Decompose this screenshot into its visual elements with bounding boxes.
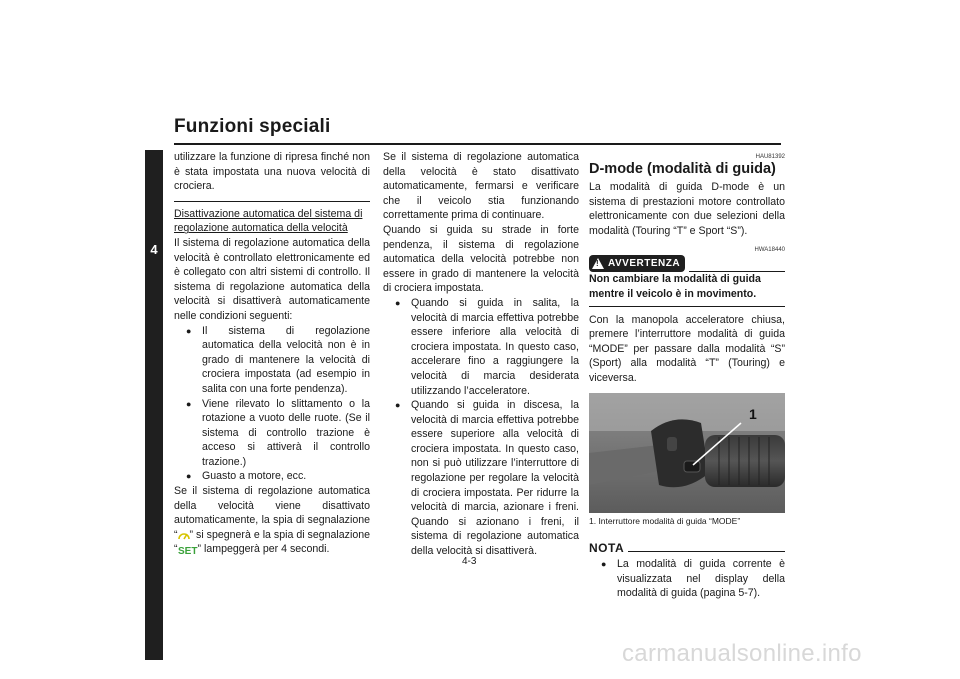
intro-paragraph: utilizzare la funzione di ripresa finché non è stata impostata una nuova velocità di crociera. bbox=[174, 151, 370, 193]
subsection-heading: Disattivazione automatica del sistema di regolazione automatica della velocità bbox=[174, 207, 363, 235]
section-divider bbox=[174, 201, 370, 202]
cruise-indicator-icon bbox=[178, 530, 190, 541]
warning-text: Non cambiare la modalità di guida mentre il veicolo è in movimento. bbox=[589, 273, 761, 300]
column-3 bbox=[589, 150, 785, 601]
bullet-icon: ● bbox=[395, 400, 401, 411]
warning-code: HWA18440 bbox=[754, 247, 785, 254]
paragraph: Quando si guida su strade in forte pendenza, il sistema di regolazione automatica della velocità potrebbe non essere in grado di mantenere la velocità di crociera impostata. bbox=[383, 223, 579, 295]
paragraph: La modalità di guida D-mode è un sistema di prestazioni motore controllato elettronicamente con due selezioni della modalità (Touring “T” e Sport “S”). bbox=[589, 181, 785, 237]
warning-badge: ! AVVERTENZA bbox=[589, 255, 685, 272]
column-1 bbox=[174, 150, 370, 557]
paragraph: Con la manopola acceleratore chiusa, premere l’interruttore modalità di guida “MODE” per passare dalla modalità “S” (Sport) alla modalità “T” (Touring) e viceversa. bbox=[589, 313, 785, 384]
note-label: NOTA bbox=[589, 540, 625, 555]
handlebar-switch-photo bbox=[589, 393, 785, 513]
chapter-tab bbox=[145, 150, 163, 660]
section-title: D-mode (modalità di guida) bbox=[589, 161, 776, 177]
watermark: carmanualsonline.info bbox=[622, 640, 862, 667]
paragraph: Il sistema di regolazione automatica della velocità è controllato elettronicamente ed è collegato con altri sistemi di controllo. Il sistema di regolazione automatica della velocità si disattiverà automaticamente nelle condizioni seguenti: bbox=[174, 236, 370, 322]
bullet-icon: ● bbox=[186, 398, 192, 409]
bullet-icon: ● bbox=[601, 559, 607, 570]
figure-callout-number: 1 bbox=[749, 405, 757, 422]
note-header bbox=[589, 541, 785, 556]
warning-end-rule bbox=[589, 306, 785, 307]
chapter-number: 4 bbox=[150, 242, 158, 257]
bullet-list bbox=[174, 324, 370, 485]
list-item: ● Guasto a motore, ecc. bbox=[186, 470, 307, 483]
list-item: ● Quando si guida in salita, la velocità di marcia effettiva potrebbe essere inferiore alla velocità di crociera impostata. In questo caso, accelerare fino a raggiungere la velocità di marcia desiderata utilizzando l’acceleratore. bbox=[395, 296, 579, 397]
svg-text:SET: SET bbox=[177, 545, 197, 555]
list-item: ● La modalità di guida corrente è visualizzata nel display della modalità di guida (pagina 5-7). bbox=[601, 558, 785, 600]
paragraph: Se il sistema di regolazione automatica della velocità è stato disattivato automaticamente, fermarsi e verificare che il veicolo stia funzionando correttamente prima di continuare. bbox=[383, 151, 579, 222]
bullet-icon: ● bbox=[186, 325, 192, 336]
note-list bbox=[589, 557, 785, 601]
header-rule bbox=[174, 143, 781, 145]
column-2 bbox=[383, 150, 579, 559]
list-item: ● Quando si guida in discesa, la velocità di marcia effettiva potrebbe essere superiore alla velocità di crociera impostata. In questo caso, non si può utilizzare l’interruttore di regolazione per regolare la velocità di crociera impostata. Per ridurre la velocità di marcia, azionare i freni. Quando si azionano i freni, il sistema di regolazione automatica della velocità si disattiverà. bbox=[395, 399, 579, 558]
warning-icon: ! bbox=[592, 258, 604, 269]
bullet-icon: ● bbox=[186, 471, 192, 482]
note-rule bbox=[628, 551, 785, 552]
paragraph: Se il sistema di regolazione automatica della velocità viene disattivato automaticamente, la spia di segnalazione “ ” si spegnerà e la spia di segnalazione “ SET ” lampeggerà per 4 secondi. bbox=[174, 485, 370, 556]
section-code: HAU81392 bbox=[755, 154, 785, 160]
bullet-icon: ● bbox=[395, 297, 401, 308]
figure-caption: 1. Interruttore modalità di guida “MODE” bbox=[589, 515, 741, 526]
list-item: ● Viene rilevato lo slittamento o la rotazione a vuoto delle ruote. (Se il sistema di controllo trazione è acceso si attiverà il controllo trazione.) bbox=[186, 397, 370, 468]
page-number: 4-3 bbox=[462, 556, 477, 567]
page-title: Funzioni speciali bbox=[174, 116, 331, 137]
warning-header bbox=[589, 255, 785, 272]
bullet-list bbox=[383, 296, 579, 559]
set-indicator-icon bbox=[178, 545, 198, 555]
list-item: ● Il sistema di regolazione automatica della velocità non è in grado di mantenere la velocità di crociera impostata (ad esempio in salita con una forte pendenza). bbox=[186, 324, 370, 395]
